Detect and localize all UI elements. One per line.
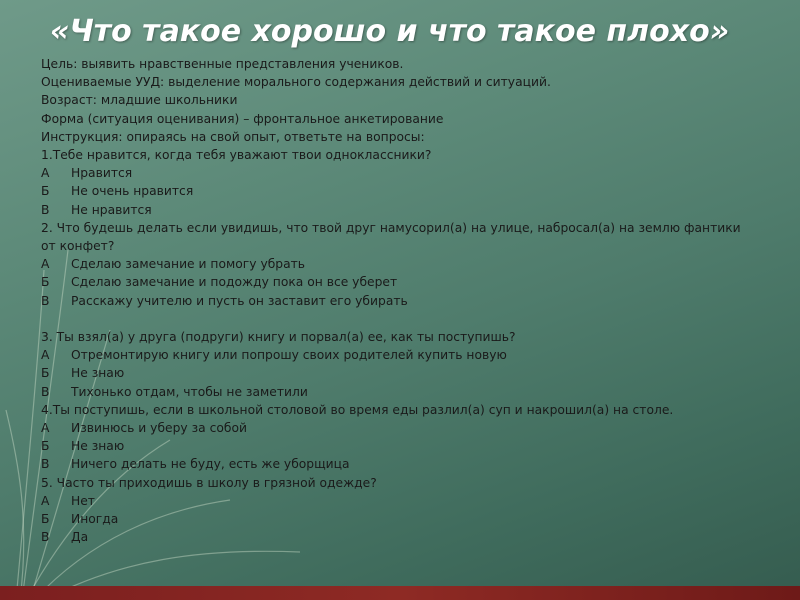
answer-letter: В	[41, 384, 50, 399]
text-line: Цель: выявить нравственные представления учеников.	[41, 57, 404, 71]
text-line: 5. Часто ты приходишь в школу в грязной одежде?	[41, 475, 377, 490]
answer-text: Не нравится	[71, 202, 152, 217]
answer-option	[41, 255, 759, 273]
text-line: 2. Что будешь делать если увидишь, что твой друг намусорил(а) на улице, набросал(а) на землю фантики от конфет?	[41, 220, 741, 254]
text-line: Возраст: младшие школьники	[41, 93, 238, 108]
answer-text: Тихонько отдам, чтобы не заметили	[71, 384, 308, 399]
answer-text: Не очень нравится	[71, 184, 194, 199]
answer-text: Сделаю замечание и подожду пока он все уберет	[71, 275, 398, 290]
answer-letter: В	[41, 293, 50, 308]
answer-letter: Б	[41, 439, 50, 454]
answer-option	[41, 419, 759, 437]
answer-text: Сделаю замечание и помогу убрать	[71, 257, 306, 272]
answer-option	[41, 455, 759, 473]
answer-option	[41, 201, 759, 219]
blank-line	[41, 310, 759, 328]
answer-option	[41, 182, 759, 200]
answer-letter: А	[41, 348, 50, 363]
answer-text: Нет	[71, 493, 95, 508]
answer-text: Нравится	[71, 166, 133, 181]
answer-option	[41, 383, 759, 401]
text-line: 1.Тебе нравится, когда тебя уважают твои одноклассники?	[41, 148, 432, 163]
answer-letter: Б	[41, 366, 50, 381]
answer-text: Не знаю	[71, 439, 125, 454]
answer-text: Да	[71, 530, 89, 545]
answer-option	[41, 437, 759, 455]
answer-letter: А	[41, 166, 50, 181]
answer-option	[41, 164, 759, 182]
bottom-accent-bar	[0, 586, 800, 600]
answer-letter: Б	[41, 275, 50, 290]
slide-title: «Что такое хорошо и что такое плохо»	[50, 14, 730, 49]
answer-option	[41, 292, 759, 310]
answer-letter: В	[41, 530, 50, 545]
answer-letter: Б	[41, 512, 50, 527]
answer-letter: В	[41, 457, 50, 472]
answer-text: Ничего делать не буду, есть же уборщица	[71, 457, 350, 472]
answer-letter: Б	[41, 184, 50, 199]
answer-text: Отремонтирую книгу или попрошу своих родителей купить новую	[71, 348, 507, 363]
answer-option	[41, 510, 759, 528]
answer-option	[41, 273, 759, 291]
questionnaire-text	[41, 55, 759, 546]
answer-letter: В	[41, 202, 50, 217]
answer-letter: А	[41, 493, 50, 508]
answer-text: Не знаю	[71, 366, 125, 381]
answer-letter: А	[41, 257, 50, 272]
answer-text: Извинюсь и уберу за собой	[71, 421, 247, 436]
answer-letter: А	[41, 421, 50, 436]
answer-text: Иногда	[71, 512, 119, 527]
answer-option	[41, 346, 759, 364]
answer-option	[41, 364, 759, 382]
text-line: 4.Ты поступишь, если в школьной столовой во время еды разлил(а) суп и накрошил(а) на столе.	[41, 402, 674, 417]
answer-text: Расскажу учителю и пусть он заставит его убирать	[71, 293, 408, 308]
text-line: 3. Ты взял(а) у друга (подруги) книгу и порвал(а) ее, как ты поступишь?	[41, 330, 516, 345]
text-line: Инструкция: опираясь на свой опыт, ответьте на вопросы:	[41, 129, 425, 144]
answer-option	[41, 528, 759, 546]
answer-option	[41, 492, 759, 510]
text-line: Оцениваемые УУД: выделение морального содержания действий и ситуаций.	[41, 75, 551, 90]
text-line: Форма (ситуация оценивания) – фронтальное анкетирование	[41, 111, 444, 126]
